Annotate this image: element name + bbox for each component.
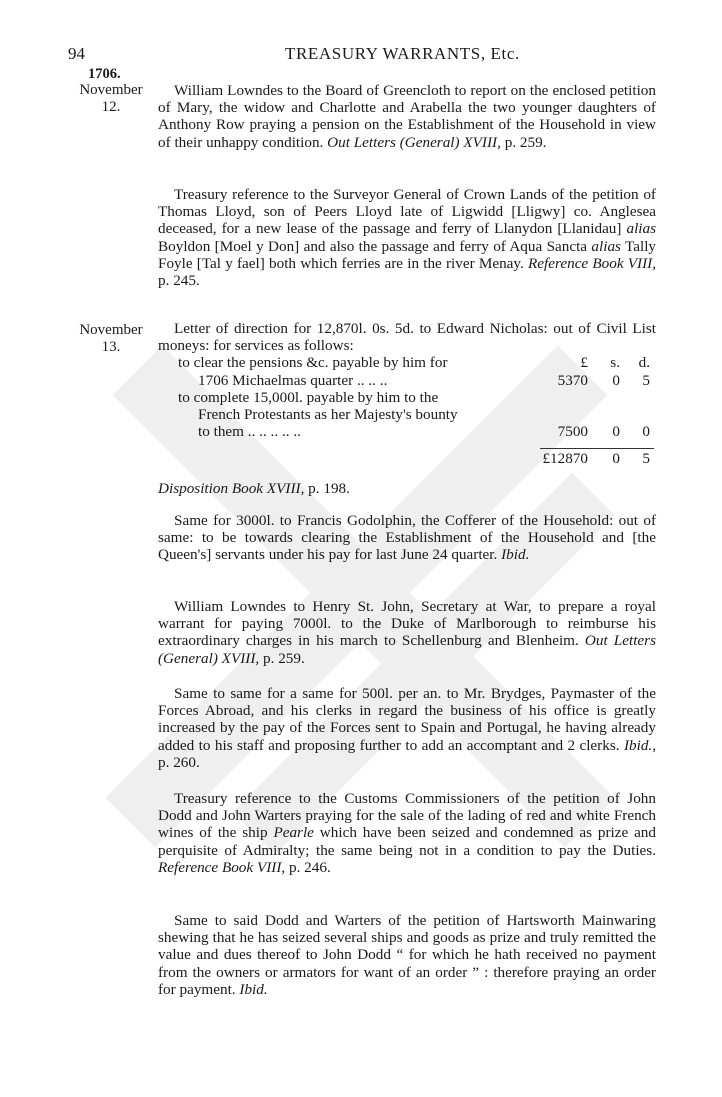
item-description: 1706 Michaelmas quarter .. .. .. bbox=[198, 371, 388, 389]
entry-text: Same to same for a same for 500l. per an. to Mr. Brydges, Paymaster of the Forces Abroad, and his clerks in regard the business of his office is greatly increased by the pay of the Forces sent to Spain and Portugal, he having already added to his staff and proposing further to add an accomptant and 2 clerks. bbox=[158, 685, 656, 754]
entry-dodd-warters-petition bbox=[158, 790, 656, 876]
table-row bbox=[158, 423, 656, 440]
item-description: French Protestants as her Majesty's bounty bbox=[198, 405, 458, 423]
entry-text: Treasury reference to the Customs Commissioners of the petition of John Dodd and John Warters praying for the sale of the lading of red and white French wines of the ship bbox=[158, 790, 656, 842]
entry-text: William Lowndes to the Board of Greencloth to report on the enclosed petition of Mary, the widow and Charlotte and Arabella the two younger daughters of Anthony Row praying a pension on the Establishment of the Household in view of their unhappy condition. bbox=[158, 82, 656, 151]
amount-pence: 5 bbox=[642, 371, 650, 389]
amount-pounds: 7500 bbox=[557, 423, 588, 441]
item-description: to them .. .. .. .. .. bbox=[198, 423, 301, 441]
entry-marlborough-warrant bbox=[158, 598, 656, 667]
column-header-pounds: £ bbox=[580, 354, 588, 372]
margin-year: 1706. bbox=[88, 66, 121, 82]
entry-reference: Ibid. bbox=[239, 980, 268, 998]
table-row bbox=[158, 372, 656, 389]
entry-reference-page: p. 260. bbox=[158, 753, 200, 771]
column-header-pence: d. bbox=[638, 354, 650, 372]
table-row bbox=[158, 354, 656, 371]
total-pence: 5 bbox=[642, 450, 650, 468]
entry-reference-page: p. 259. bbox=[263, 649, 305, 667]
entry-godolphin-cofferer bbox=[158, 512, 656, 564]
total-pounds: £12870 bbox=[542, 450, 588, 468]
alias-word: alias bbox=[626, 220, 657, 238]
total-shillings: 0 bbox=[612, 450, 620, 468]
entry-text: William Lowndes to Henry St. John, Secretary at War, to prepare a royal warrant for paying 7000l. to the Duke of Marlborough to reimburse his extraordinary charges in his march to Schellenburg and Blenheim. bbox=[158, 598, 656, 650]
table-row-total bbox=[158, 450, 656, 467]
table-row bbox=[158, 389, 656, 406]
page-number: 94 bbox=[68, 44, 85, 63]
margin-date-nov-13 bbox=[66, 322, 156, 356]
date-month: November bbox=[79, 82, 143, 98]
amount-pence: 0 bbox=[642, 423, 650, 441]
entry-reference-page: p. 198. bbox=[308, 479, 350, 497]
entry-text: which have been seized and condemned as prize and perquisite of Admiralty; the same being not in a condition to pay the Duties. bbox=[158, 824, 656, 859]
entry-reference-page: p. 246. bbox=[288, 858, 331, 876]
accounts-table bbox=[158, 354, 656, 467]
entry-mainwaring-petition bbox=[158, 912, 656, 998]
date-month: November bbox=[79, 322, 143, 338]
entry-lloyd-ferry-petition bbox=[158, 186, 656, 289]
entry-nicholas-letter-of-direction bbox=[158, 320, 656, 497]
column-header-shillings: s. bbox=[610, 354, 620, 372]
entry-reference: Reference Book VIII, bbox=[528, 254, 657, 272]
date-day: 12. bbox=[101, 99, 121, 115]
running-title: TREASURY WARRANTS, Etc. bbox=[285, 44, 520, 63]
sum-rule bbox=[540, 448, 654, 449]
margin-date-nov-12 bbox=[66, 82, 156, 116]
entry-text: Letter of direction for 12,870l. 0s. 5d. to Edward Nicholas: out of Civil List moneys: for services as follows: bbox=[158, 320, 656, 355]
entry-greencloth-petition bbox=[158, 82, 656, 151]
entry-reference: Reference Book VIII, bbox=[158, 858, 286, 876]
entry-reference: Disposition Book XVIII, bbox=[158, 479, 305, 497]
entry-reference: Ibid., bbox=[623, 736, 657, 754]
entry-text: Treasury reference to the Surveyor General of Crown Lands of the petition of Thomas Lloyd, son of Peers Lloyd late of Ligwidd [Lligwy] co. Anglesea deceased, for a new lease of the passage and ferry of Llanydon [Llanidau] bbox=[158, 186, 656, 238]
entry-brydges-paymaster bbox=[158, 685, 656, 771]
entry-text: Same for 3000l. to Francis Godolphin, the Cofferer of the Household: out of same: to be towards clearing the Establishment of the Household and [the Queen's] servants under his pay for last June 24 quarter. bbox=[158, 512, 656, 564]
table-row bbox=[158, 406, 656, 423]
entry-text: Tally Foyle [Tal y fael] both which ferries are in the river Menay. bbox=[158, 237, 657, 272]
running-header bbox=[0, 44, 722, 68]
entry-reference: Ibid. bbox=[501, 546, 530, 564]
entry-text: Boyldon [Moel y Don] and also the passage and ferry of Aqua Sancta bbox=[158, 237, 588, 255]
date-day: 13. bbox=[101, 339, 121, 355]
entry-reference: Out Letters (General) XVIII, bbox=[327, 133, 501, 151]
entry-reference: Out Letters (General) XVIII, bbox=[158, 632, 656, 667]
item-description: to complete 15,000l. payable by him to the bbox=[178, 388, 439, 406]
amount-shillings: 0 bbox=[612, 371, 620, 389]
ship-name: Pearle bbox=[273, 824, 314, 842]
entry-reference-page: p. 259. bbox=[504, 133, 547, 151]
item-description: to clear the pensions &c. payable by him for bbox=[178, 354, 448, 372]
entry-text: Same to said Dodd and Warters of the petition of Hartsworth Mainwaring shewing that he has seized several ships and goods as prize and truly remitted the value and dues thereof to John Dodd “ for which he hath received no payment from the owners or armators for want of an order ” : therefore praying an order for payment. bbox=[158, 912, 656, 998]
alias-word: alias bbox=[591, 237, 621, 255]
amount-shillings: 0 bbox=[612, 423, 620, 441]
amount-pounds: 5370 bbox=[557, 371, 588, 389]
entry-reference-page: p. 245. bbox=[158, 272, 200, 290]
